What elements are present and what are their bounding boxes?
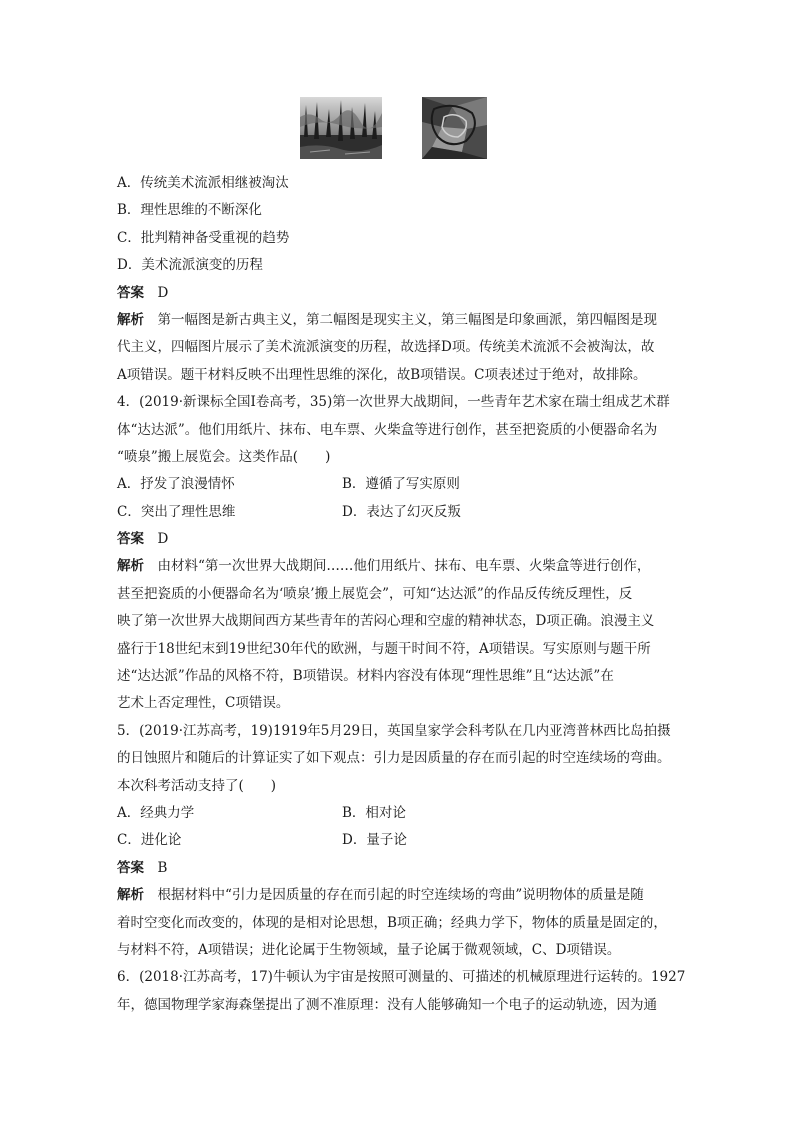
option-d: D．量子论 [342,832,407,849]
option-b: B．遵循了写实原则 [342,476,460,493]
answer-label: 答案 [117,284,144,301]
analysis-text: 艺术上否定理性，C项错误。 [117,695,290,712]
analysis-text: 与材料不符，A项错误；进化论属于生物领域，量子论属于微观领域，C、D项错误。 [117,941,621,958]
answer-value: B [157,859,168,876]
question-6-stem: 年，德国物理学家海森堡提出了测不准原理：没有人能够确知一个电子的运动轨迹，因为通 [117,996,657,1013]
option-d: D．美术流派演变的历程 [117,257,263,274]
option-a: A．经典力学 [117,804,195,821]
answer-value: D [157,284,169,301]
option-d: D．表达了幻灭反叛 [342,503,461,520]
analysis-text: 述“达达派”作品的风格不符，B项错误。材料内容没有体现“理性思维”且“达达派”在 [117,668,614,685]
answer-value: D [157,531,169,548]
answer-line [117,280,679,307]
answer-label: 答案 [117,859,144,876]
artwork-images [300,97,490,159]
question-content [117,170,686,1019]
option-b: B．理性思维的不断深化 [117,202,262,219]
option-c: C．进化论 [117,832,182,849]
question-4-stem: 4．(2019·新课标全国Ⅰ卷高考，35)第一次世界大战期间，一些青年艺术家在瑞士组成艺术群 [117,394,670,411]
analysis-line: 解析 由材料“第一次世界大战期间……他们用纸片、抹布、电车票、火柴盒等进行创作， [117,558,651,575]
analysis-line: 解析 第一幅图是新古典主义，第二幅图是现实主义，第三幅图是印象画派，第四幅图是现 [117,311,657,328]
options-row [117,471,679,498]
option-c: C．批判精神备受重视的趋势 [117,229,290,246]
question-4-stem: 体“达达派”。他们用纸片、抹布、电车票、火柴盒等进行创作，甚至把瓷质的小便器命名为 [117,421,658,438]
option-c: C．突出了理性思维 [117,503,236,520]
analysis-text: 甚至把瓷质的小便器命名为‘喷泉’搬上展览会”，可知“达达派”的作品反传统反理性，反 [117,585,633,602]
question-4-stem: “喷泉”搬上展览会。这类作品( ) [117,448,331,465]
question-5-stem: 的日蚀照片和随后的计算证实了如下观点：引力是因质量的存在而引起的时空连续场的弯曲。 [117,750,671,767]
answer-line [117,855,679,882]
analysis-text: 代主义，四幅图片展示了美术流派演变的历程，故选择D项。传统美术流派不会被淘汰，故 [117,339,655,356]
analysis-label: 解析 [117,311,144,328]
option-a: A．抒发了浪漫情怀 [117,476,235,493]
question-5-stem: 本次科考活动支持了( ) [117,777,277,794]
options-row [117,800,679,827]
option-b: B．相对论 [342,804,406,821]
painting-image-abstract [422,97,487,159]
options-row [117,827,679,854]
analysis-text: 着时空变化而改变的，体现的是相对论思想，B项正确；经典力学下，物体的质量是固定的， [117,914,667,931]
answer-label: 答案 [117,531,144,548]
analysis-line: 解析 根据材料中“引力是因质量的存在而引起的时空连续场的弯曲”说明物体的质量是随 [117,887,644,904]
analysis-text: 盛行于18世纪末到19世纪30年代的欧洲，与题干时间不符，A项错误。写实原则与题干所 [117,640,651,657]
option-a: A．传统美术流派相继被淘汰 [117,175,289,191]
options-row [117,499,679,526]
painting-image-forest [300,97,382,159]
analysis-text: A项错误。题干材料反映不出理性思维的深化，故B项错误。C项表述过于绝对，故排除。 [117,366,647,383]
question-6-stem: 6．(2018·江苏高考，17)牛顿认为宇宙是按照可测量的、可描述的机械原理进行运转的。1927 [117,969,686,986]
answer-line [117,526,679,553]
analysis-text: 映了第一次世界大战期间西方某些青年的苦闷心理和空虚的精神状态，D项正确。浪漫主义 [117,613,655,630]
analysis-label: 解析 [117,558,144,575]
question-5-stem: 5．(2019·江苏高考，19)1919年5月29日，英国皇家学会科考队在几内亚湾普林西比岛拍摄 [117,722,671,739]
analysis-label: 解析 [117,887,144,904]
